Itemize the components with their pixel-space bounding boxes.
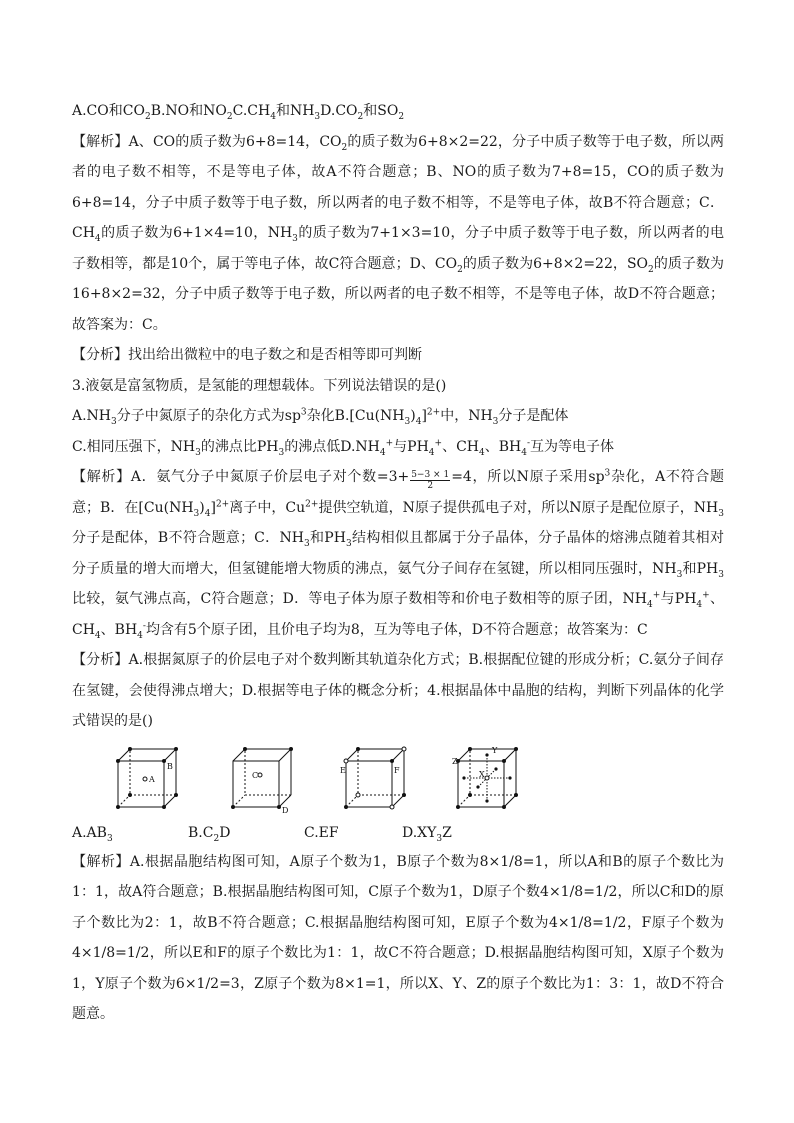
q3-options-ab: $A.NH_3$分子中氮原子的杂化方式为$sp^3$杂化$B.[Cu(NH_3)_4]^{2+}$中，$NH_3$分子是配体 [72, 407, 569, 427]
atom-c-label: C [252, 770, 259, 780]
unit-cell-b [227, 739, 297, 823]
unit-cell-a-drawing [112, 739, 182, 819]
unit-cell-c [340, 739, 410, 823]
q2-analysis: 【解析】A、CO的质子数为6+8=14，$CO_2$的质子数为6+8×2=22，分子中质子数等于电子数，所以两者的电子数不相等，不是等电子体，故A不符合题意；B、NO的质子数为7+8=15，CO的质子数为6+8=14，分子中质子数等于电子数，所以两者的电子数不相等，不是等电子体，故B不符合题意；C．$CH_4$的质子数为6+1×4=10，$NH_3$的质子数为7+1×3=10，分子中质子数等于电子数，所以两者的电子数相等，都是10个，属于等电子体，故C符合题意；D、$CO_2$的质子数为6+8×2=22，$SO_2$的质子数为16+8×2=32，分子中质子数等于电子数，所以两者的电子数不相等，不是等电子体，故D不符合题意；故答案为：C。 [72, 133, 725, 333]
atom-d-label: D [282, 805, 289, 815]
q4-analysis: 【解析】A.根据晶胞结构图可知，A原子个数为1，B原子个数为8×1/8=1，所以A和B的原子个数比为1：1，故A符合题意；B.根据晶胞结构图可知，C原子个数为1，D原子个数4×1/8=1/2，所以C和D的原子个数比为2：1，故B不符合题意；C.根据晶胞结构图可知，E原子个数为4×1/8=1/2，F原子个数为4×1/8=1/2，所以E和F的原子个数比为1：1，故C不符合题意；D.根据晶胞结构图可知，X原子个数为1，Y原子个数为6×1/2=3，Z原子个数为8×1=1，所以X、Y、Z的原子个数比为1：3：1，故D不符合题意。 [72, 853, 725, 1022]
q2-fenxi: 【分析】找出给出微粒中的电子数之和是否相等即可判断 [72, 347, 422, 363]
atom-b-label: B [167, 761, 173, 771]
unit-cell-b-drawing [227, 739, 297, 819]
crystal-figures [72, 739, 724, 847]
q3-analysis: 【解析】A．氨气分子中氮原子价层电子对个数=3+ $\frac{5-3 \times 1}{2}$ =4，所以N原子采用$sp^3$杂化，A不符合题意；B．在$[Cu(NH_3)_4]^{2+}$离子中，$Cu^{2+}$提供空轨道，N原子提供孤电子对，所以N原子是配位原子，$NH_3$分子是配体，B不符合题意；C．$NH_3$和$PH_3$结构相似且都属于分子晶体，分子晶体的熔沸点随着其相对分子质量的增大而增大，但氢键能增大物质的沸点，氨气分子间存在氢键，所以相同压强时，$NH_3$和$PH_3$比较，氨气沸点高，C符合题意；D．等电子体为原子数相等和价电子数相等的原子团，$NH_4^+$与$PH_4^+$、$CH_4$、$BH_4^-$均含有5个原子团，且价电子均为8，互为等电子体，D不符合题意；故答案为：C [72, 468, 724, 641]
unit-cell-a [112, 739, 182, 823]
atom-a-label: A [149, 774, 155, 784]
atom-z-label: Z [452, 756, 458, 766]
option-c-label: C.EF [304, 824, 339, 841]
q2-options: A.CO和$CO_2B.NO$和$NO_2C.CH_4$和$NH_3D.CO_2$和$SO_2$ [72, 103, 405, 122]
q3-stem: 3.液氨是富氢物质，是氢能的理想载体。下列说法错误的是() [72, 377, 447, 394]
atom-x-label: X [479, 769, 485, 779]
atom-f-label: F [394, 765, 400, 775]
option-d-label: $D.XY_3Z$ [402, 824, 452, 844]
unit-cell-d-drawing [452, 739, 522, 819]
option-b-label: $B.C_2D$ [188, 824, 231, 844]
q3-options-cd: C.相同压强下，$NH_3$的沸点比$PH_3$的沸点低$D.NH_4^+$与$PH_4^+$、$CH_4$、$BH_4^-$互为等电子体 [72, 437, 615, 458]
atom-e-label: E [340, 765, 346, 775]
unit-cell-d [452, 739, 522, 823]
document-page [72, 96, 724, 1030]
unit-cell-c-drawing [340, 739, 410, 819]
option-a-label: $A.AB_3$ [72, 824, 113, 844]
fraction: $\frac{5-3 \times 1}{2}$ [411, 470, 450, 491]
q3-fenxi: 【分析】A.根据氮原子的价层电子对个数判断其轨道杂化方式；B.根据配位键的形成分析；C.氨分子间存在氢键，会使得沸点增大；D.根据等电子体的概念分析；4.根据晶体中晶胞的结构，判断下列晶体的化学式错误的是() [72, 652, 724, 729]
atom-y-label: Y [492, 745, 498, 755]
